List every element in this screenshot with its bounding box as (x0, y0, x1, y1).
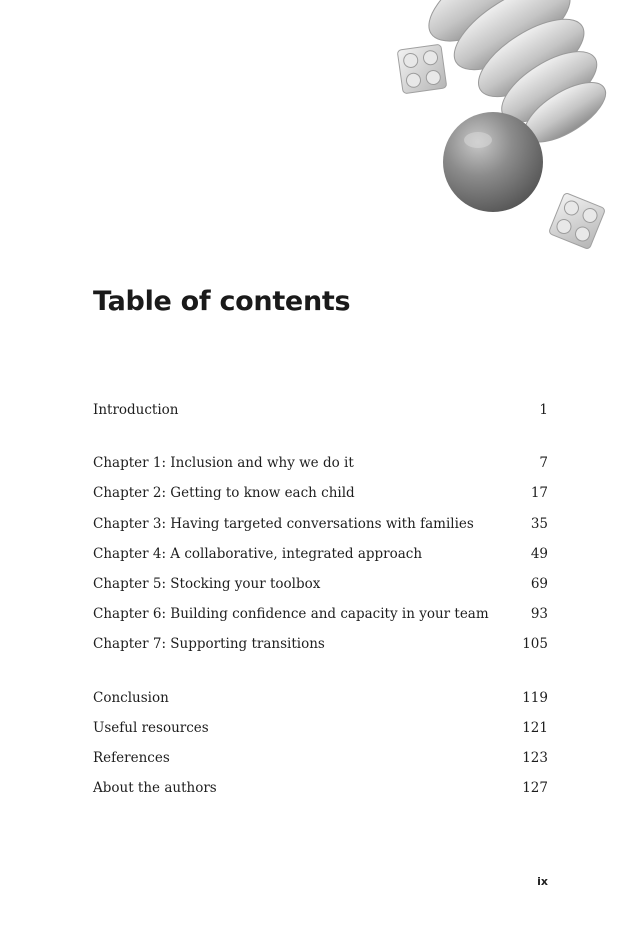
toc-entry[interactable] (93, 448, 548, 478)
toc-entry-page: 35 (530, 515, 548, 532)
toc-entry-label: Chapter 1: Inclusion and why we do it (93, 455, 354, 472)
toc-entry[interactable] (93, 478, 548, 508)
toc-entry[interactable] (93, 773, 548, 803)
toc-entry-page: 49 (530, 545, 548, 562)
toc-entry-page: 105 (522, 636, 548, 653)
toc-entry[interactable] (93, 539, 548, 569)
toc-group-back-matter (93, 683, 548, 804)
toc-entry-page: 121 (522, 719, 548, 736)
toc-entry-label: Chapter 3: Having targeted conversations with families (93, 515, 474, 532)
toc-entry-page: 7 (539, 455, 548, 472)
page-number: ix (537, 875, 548, 888)
toc-entry-label: Chapter 5: Stocking your toolbox (93, 575, 321, 592)
toc-entry[interactable] (93, 629, 548, 659)
toc-entry-label: Chapter 7: Supporting transitions (93, 636, 325, 653)
toc-entry-label: Useful resources (93, 719, 209, 736)
toc-entry[interactable] (93, 713, 548, 743)
toc-entry-label: References (93, 749, 170, 766)
toc-entry-label: Chapter 2: Getting to know each child (93, 485, 355, 502)
toc-entry-label: Chapter 6: Building confidence and capacity in your team (93, 606, 489, 623)
toc-entry[interactable] (93, 509, 548, 539)
page-title: Table of contents (93, 286, 351, 317)
building-block-icon (397, 44, 447, 94)
toc-entry-page: 17 (530, 485, 548, 502)
toc-entry-page: 93 (530, 606, 548, 623)
toc-group-chapters (93, 448, 548, 659)
ball-icon (443, 112, 543, 212)
toc-entry-label: Conclusion (93, 689, 169, 706)
toc-entry-page: 1 (539, 402, 548, 418)
toc-group-intro (93, 395, 548, 425)
toc-entry-page: 123 (522, 749, 548, 766)
toc-entry[interactable] (93, 395, 548, 425)
toc-entry-page: 69 (530, 575, 548, 592)
toc-entry-label: About the authors (93, 780, 217, 797)
toc-entry[interactable] (93, 743, 548, 773)
toc-entry-label: Chapter 4: A collaborative, integrated approach (93, 545, 423, 562)
building-block-icon (548, 192, 605, 249)
toy-illustration (0, 0, 624, 260)
toc-entry[interactable] (93, 683, 548, 713)
toc-entry-label: Introduction (93, 402, 179, 418)
toc-entry-page: 119 (522, 689, 548, 706)
toc-entry[interactable] (93, 599, 548, 629)
table-of-contents (93, 395, 548, 826)
toc-entry-page: 127 (522, 780, 548, 797)
toc-entry[interactable] (93, 569, 548, 599)
